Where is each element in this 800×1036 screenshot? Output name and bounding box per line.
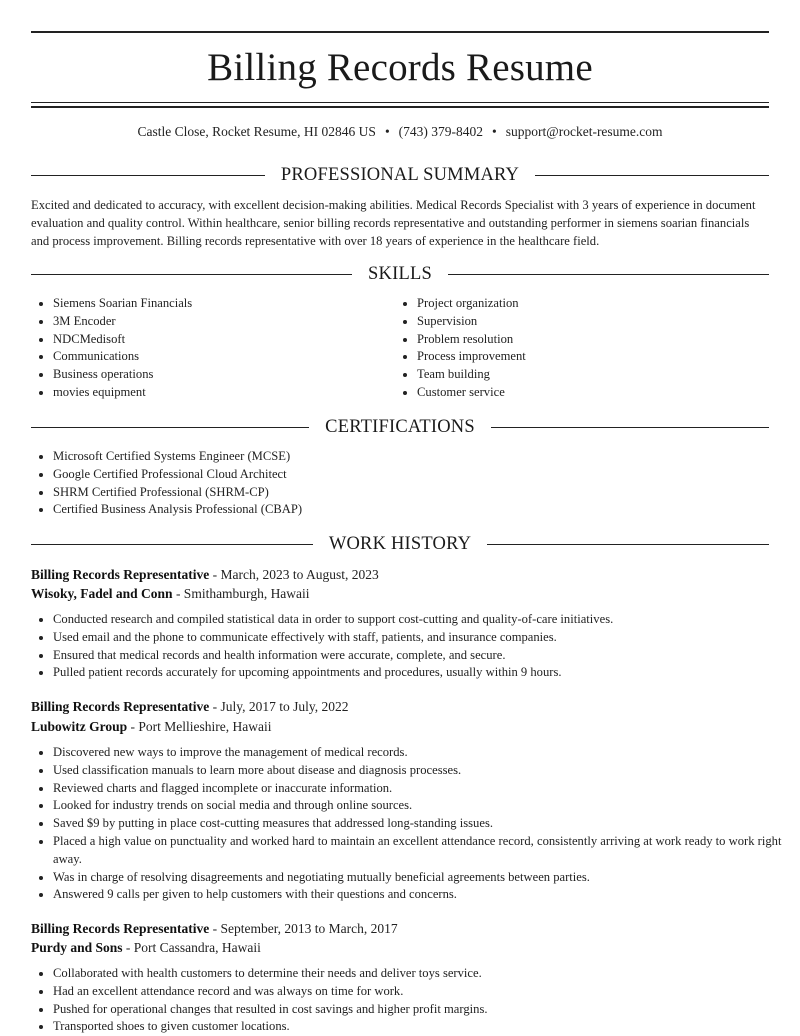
heading-rule xyxy=(487,544,769,545)
job-bullet: • Discovered new ways to improve the management of medical records. xyxy=(53,744,791,762)
job-role: Billing Records Representative xyxy=(31,567,210,582)
job-bullet: • Had an excellent attendance record and was always on time for work. xyxy=(53,983,791,1001)
contact-address: Castle Close, Rocket Resume, HI 02846 US xyxy=(137,124,376,139)
job-dates: - September, 2013 to March, 2017 xyxy=(209,921,398,936)
job-role: Billing Records Representative xyxy=(31,921,210,936)
contact-email: support@rocket-resume.com xyxy=(505,124,663,139)
section-heading-certifications xyxy=(31,415,769,439)
job-bullets xyxy=(31,611,791,682)
job-bullets xyxy=(31,965,791,1036)
heading-rule xyxy=(448,274,769,275)
job-location: - Port Mellieshire, Hawaii xyxy=(127,719,272,734)
skill-item: • Business operations xyxy=(53,366,393,384)
job-bullet: • Pulled patient records accurately for upcoming appointments and procedures, usually within 9 hours. xyxy=(53,664,791,682)
skill-item: • 3M Encoder xyxy=(53,313,393,331)
title-rule-lower xyxy=(31,106,769,108)
title-rule-upper xyxy=(31,102,769,103)
page-title: Billing Records Resume xyxy=(207,46,593,89)
job-location: - Smithamburgh, Hawaii xyxy=(172,586,310,601)
certification-item: • SHRM Certified Professional (SHRM-CP) xyxy=(53,484,791,502)
job-company-line xyxy=(31,938,261,958)
certifications-list xyxy=(31,448,791,519)
certification-item: • Google Certified Professional Cloud Architect xyxy=(53,466,791,484)
heading-rule xyxy=(31,175,265,176)
skills-list-right xyxy=(395,295,791,402)
section-heading-skills xyxy=(31,262,769,286)
job-bullet: • Conducted research and compiled statistical data in order to support cost-cutting and quality-of-care initiatives. xyxy=(53,611,791,629)
job-bullet: • Transported shoes to given customer locations. xyxy=(53,1018,791,1036)
heading-rule xyxy=(31,427,309,428)
job-role-line xyxy=(31,697,349,717)
skill-item: • movies equipment xyxy=(53,384,393,402)
skill-item: • NDCMedisoft xyxy=(53,331,393,349)
certification-item: • Certified Business Analysis Professional (CBAP) xyxy=(53,501,791,519)
job-bullet: • Ensured that medical records and health information were accurate, complete, and secure. xyxy=(53,647,791,665)
section-title: WORK HISTORY xyxy=(328,534,472,554)
section-title: SKILLS xyxy=(368,264,432,284)
section-heading-summary xyxy=(31,163,769,187)
skills-list-left xyxy=(31,295,393,402)
job-company: Lubowitz Group xyxy=(31,719,128,734)
job-bullet: • Placed a high value on punctuality and worked hard to maintain an excellent attendance record, consistently arriving at work ready to work right away. xyxy=(53,833,791,869)
job-role: Billing Records Representative xyxy=(31,699,210,714)
job-bullet: • Reviewed charts and flagged incomplete or inaccurate information. xyxy=(53,780,791,798)
job-bullet: • Was in charge of resolving disagreements and negotiating mutually beneficial agreements between parties. xyxy=(53,869,791,887)
job-role-line xyxy=(31,565,379,585)
section-title: CERTIFICATIONS xyxy=(325,417,475,437)
job-bullet: • Used email and the phone to communicate effectively with staff, patients, and insurance companies. xyxy=(53,629,791,647)
heading-rule xyxy=(491,427,769,428)
contact-separator: • xyxy=(492,124,497,139)
skill-item: • Problem resolution xyxy=(417,331,791,349)
job-bullets xyxy=(31,744,791,904)
skill-item: • Team building xyxy=(417,366,791,384)
heading-rule xyxy=(31,274,352,275)
skill-item: • Project organization xyxy=(417,295,791,313)
job-dates: - March, 2023 to August, 2023 xyxy=(209,567,379,582)
top-rule xyxy=(31,31,769,33)
job-bullet: • Collaborated with health customers to determine their needs and deliver toys service. xyxy=(53,965,791,983)
job-role-line xyxy=(31,919,398,939)
heading-rule xyxy=(535,175,769,176)
job-dates: - July, 2017 to July, 2022 xyxy=(209,699,349,714)
job-company-line xyxy=(31,717,272,737)
certification-item: • Microsoft Certified Systems Engineer (MCSE) xyxy=(53,448,791,466)
job-bullet: • Answered 9 calls per given to help customers with their questions and concerns. xyxy=(53,886,791,904)
section-title: PROFESSIONAL SUMMARY xyxy=(280,165,520,185)
skill-item: • Communications xyxy=(53,348,393,366)
job-company: Purdy and Sons xyxy=(31,940,123,955)
job-bullet: • Saved $9 by putting in place cost-cutting measures that addressed long-standing issues. xyxy=(53,815,791,833)
job-company: Wisoky, Fadel and Conn xyxy=(31,586,173,601)
skill-item: • Siemens Soarian Financials xyxy=(53,295,393,313)
skill-item: • Customer service xyxy=(417,384,791,402)
section-heading-work-history xyxy=(31,532,769,556)
job-bullet: • Used classification manuals to learn more about disease and diagnosis processes. xyxy=(53,762,791,780)
summary-text: Excited and dedicated to accuracy, with excellent decision-making abilities. Medical Records Specialist with 3 years of experience in document evaluation and quality control. Within healthcare, senior billing records representative and outstanding performer in siemens soarian financials and process improvement. Billing records representative with over 18 years of experience in the healthcare field. xyxy=(31,198,756,248)
skill-item: • Supervision xyxy=(417,313,791,331)
job-location: - Port Cassandra, Hawaii xyxy=(122,940,261,955)
job-bullet: • Pushed for operational changes that resulted in cost savings and higher profit margins. xyxy=(53,1001,791,1019)
job-company-line xyxy=(31,584,310,604)
heading-rule xyxy=(31,544,313,545)
job-bullet: • Looked for industry trends on social media and through online sources. xyxy=(53,797,791,815)
contact-line xyxy=(31,122,769,142)
contact-separator: • xyxy=(384,124,390,139)
skill-item: • Process improvement xyxy=(417,348,791,366)
contact-phone: (743) 379-8402 xyxy=(398,124,484,139)
